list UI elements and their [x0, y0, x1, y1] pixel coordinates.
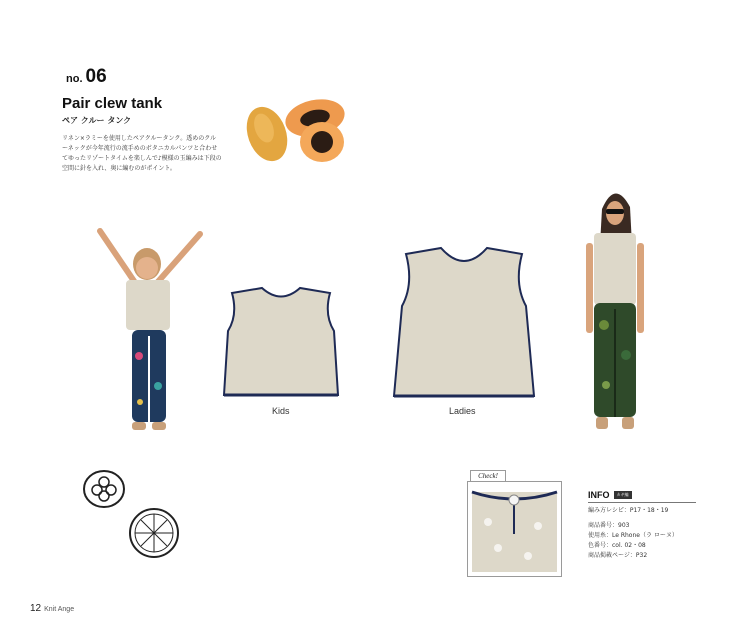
- ladies-caption: Ladies: [449, 406, 476, 416]
- color-number: 色番号：col. 02・08: [588, 542, 646, 549]
- item-number: [66, 66, 107, 88]
- magazine-name: Knit Ange: [44, 606, 75, 613]
- product-number: 商品番号：903: [588, 522, 630, 529]
- stitch-detail-image: [468, 482, 561, 576]
- page-number: 12: [30, 603, 42, 614]
- info-divider: [588, 502, 696, 503]
- papaya-image: [240, 92, 350, 168]
- kid-model-photo: [92, 226, 212, 442]
- yarn-used: 使用糸：Le Rhone（ラ ローヌ）: [588, 532, 678, 539]
- number-value: 06: [85, 66, 107, 87]
- number-prefix: no.: [66, 73, 83, 85]
- flower-doodle-icon: [82, 469, 126, 509]
- page-footer: [30, 598, 74, 616]
- info-panel: [588, 490, 696, 561]
- check-label: Check!: [470, 470, 506, 482]
- kids-caption: Kids: [272, 406, 290, 416]
- lady-model-photo: [580, 185, 650, 435]
- info-badge: カギ編: [614, 491, 632, 499]
- ladies-tank-image: [386, 244, 542, 402]
- item-title: Pair clew tank: [62, 95, 163, 112]
- kids-tank-image: [216, 285, 346, 400]
- product-page: 商品掲載ページ：P32: [588, 552, 648, 559]
- recipe-line: 編み方レシピ：P17・18・19: [588, 507, 669, 514]
- item-subtitle: ペア クルー タンク: [62, 116, 132, 125]
- description: リネン×ラミーを使用したペアクルータンク。透めのクルーネックが今年流行の流手めのボタニカルパンツと合わせてゆったリゾートタイムを楽しんで♪模様の玉編みは下段の空間に針を入れ、奥に編むのがポイント。: [62, 135, 222, 172]
- check-detail-box: [467, 481, 562, 577]
- info-label: INFO: [588, 490, 610, 500]
- citrus-doodle-icon: [126, 507, 182, 559]
